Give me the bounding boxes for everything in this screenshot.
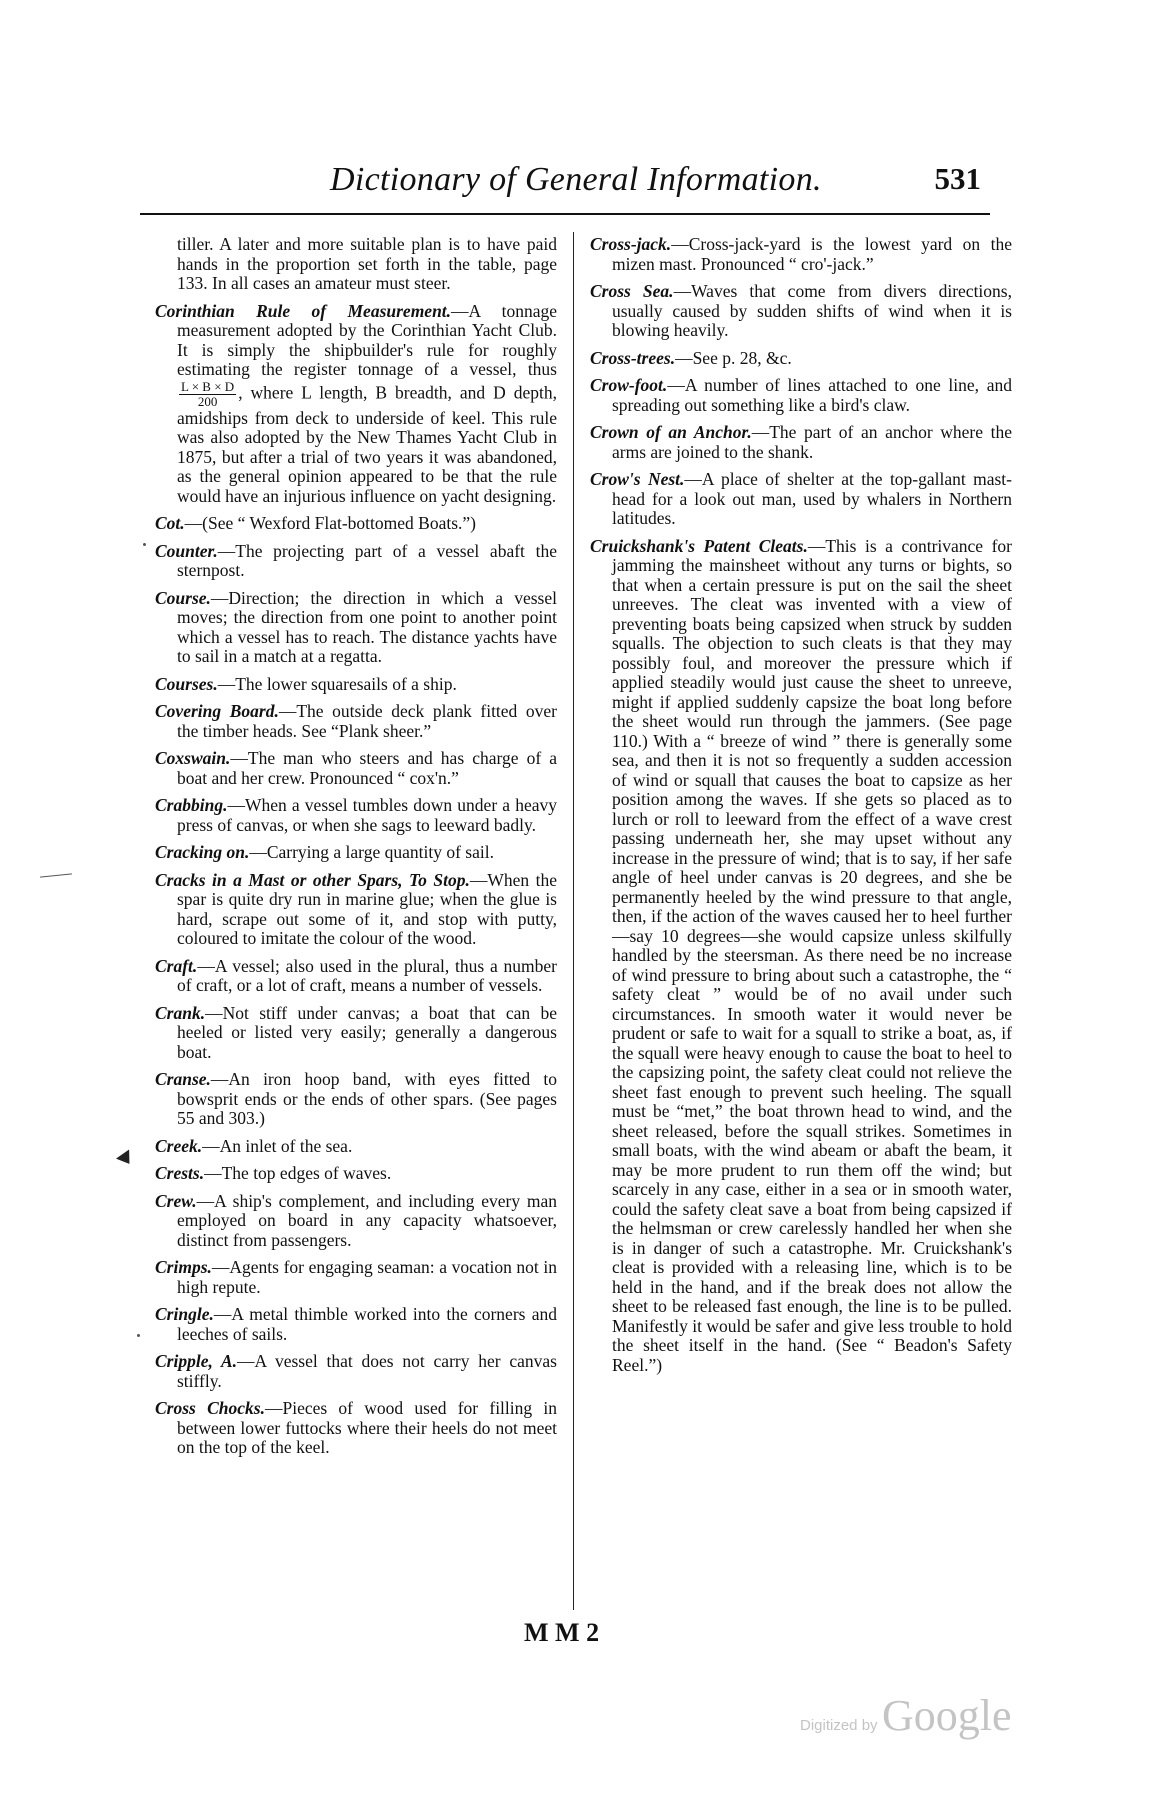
entry-cringle [155, 1305, 557, 1344]
entry-headword: Crown of an Anchor. [590, 422, 752, 442]
entry-headword: Creek. [155, 1135, 203, 1156]
entry-text: —A tonnage measurement adopted by the Corinthian Yacht Club. It is simply the shipbuilder's rule for roughly estimating the register tonnage of a vessel, thus [177, 300, 557, 379]
entry-cot [155, 514, 557, 534]
entry-headword: Coxswain. [155, 748, 231, 768]
entry-headword: Cross Chocks. [155, 1398, 265, 1418]
signature-mark: M M 2 [524, 1618, 600, 1647]
entry-cruickshank-cleats [590, 537, 1012, 1376]
entry-crabbing [155, 796, 557, 835]
tonnage-formula [179, 380, 236, 409]
entry-text: —An iron hoop band, with eyes fitted to bowsprit ends or the ends of other spars. (See pages 55 and 303.) [177, 1069, 557, 1128]
entry-headword: Craft. [155, 955, 198, 976]
page-header [330, 161, 987, 211]
entry-text: —Carrying a large quantity of sail. [249, 842, 494, 862]
entry-headword: Covering Board. [155, 701, 279, 721]
entry-text: —A metal thimble worked into the corners and leeches of sails. [177, 1304, 557, 1344]
entry-crimps [155, 1258, 557, 1297]
entry-headword: Cranse. [155, 1069, 211, 1089]
entry-text: —Direction; the direction in which a vessel moves; the direction from one point to another point which a vessel has to reach. The distance yachts have to sail in a match at a regatta. [177, 587, 557, 666]
entry-cranse [155, 1070, 557, 1129]
entry-crown-of-anchor [590, 423, 1012, 462]
watermark-google: Google [882, 1691, 1012, 1740]
entry-headword: Crow's Nest. [590, 469, 685, 489]
column-divider [573, 232, 574, 1610]
entry-crests [155, 1164, 557, 1184]
entry-cracking-on [155, 843, 557, 863]
header-rule [140, 213, 990, 215]
entry-text: —Pieces of wood used for filling in between lower futtocks where their heels do not meet on the top of the keel. [177, 1398, 557, 1457]
entry-text: —The top edges of waves. [204, 1163, 392, 1183]
entry-text: —Waves that come from divers directions, usually caused by sudden shifts of wind when it is blowing heavily. [612, 281, 1012, 340]
entry-cross-chocks [155, 1399, 557, 1458]
entry-coxswain [155, 749, 557, 788]
right-column [590, 235, 1012, 1383]
entry-headword: Counter. [155, 540, 218, 561]
entry-headword: Cruickshank's Patent Cleats. [590, 535, 808, 556]
entry-covering-board [155, 702, 557, 741]
entry-text: —The man who steers and has charge of a boat and her crew. Pronounced “ cox'n.” [177, 748, 557, 788]
entry-text: —A ship's complement, and including every man employed on board in any capacity whatsoever, distinct from passengers. [177, 1190, 557, 1250]
entry-text: —The lower squaresails of a ship. [217, 673, 457, 694]
entry-headword: Course. [155, 587, 211, 608]
margin-dot-mark [143, 543, 146, 546]
entry-headword: Crests. [155, 1163, 205, 1183]
entry-headword: Corinthian Rule of Measurement. [155, 300, 452, 321]
entry-text: —A place of shelter at the top-gallant mast-head for a look out man, used by whalers in Northern latitudes. [612, 469, 1012, 528]
entry-text: —Agents for engaging seaman: a vocation not in high repute. [177, 1257, 557, 1297]
running-title: Dictionary of General Information. [330, 161, 822, 198]
left-column [155, 235, 557, 1466]
entry-crow-foot [590, 376, 1012, 415]
entry-cracks-in-mast [155, 871, 557, 949]
entry-counter [155, 542, 557, 581]
formula-denominator: 200 [197, 393, 218, 409]
entry-text: —Cross-jack-yard is the lowest yard on the mizen mast. Pronounced “ cro'-jack.” [612, 234, 1012, 274]
entry-headword: Cot. [155, 513, 185, 533]
entry-text: —A number of lines attached to one line, and spreading out something like a bird's claw. [612, 375, 1012, 415]
entry-headword: Cripple, A. [155, 1351, 238, 1371]
entry-text: —When the spar is quite dry run in marine glue; when the glue is hard, scrape out some of it, and stop with putty, coloured to imitate the colour of the wood. [177, 869, 557, 948]
margin-dash-mark [40, 873, 72, 877]
continuation-text: tiller. A later and more suitable plan is to have paid hands in the proportion set forth in the table, page 133. In all cases an amateur must steer. [177, 234, 557, 293]
entry-headword: Cringle. [155, 1304, 214, 1324]
entry-headword: Courses. [155, 673, 218, 694]
entry-craft [155, 957, 557, 996]
entry-cripple [155, 1352, 557, 1391]
entry-course [155, 589, 557, 667]
formula-numerator: L × B × D [181, 378, 235, 394]
entry-headword: Crank. [155, 1002, 206, 1023]
entry-text: —When a vessel tumbles down under a heavy press of canvas, or when she sags to leeward badly. [177, 795, 557, 835]
entry-text: —(See “ Wexford Flat-bottomed Boats.”) [184, 513, 476, 533]
entry-courses [155, 675, 557, 695]
entry-text: —The part of an anchor where the arms are joined to the shank. [612, 422, 1012, 462]
entry-text: —A vessel that does not carry her canvas stiffly. [177, 1351, 557, 1391]
entry-headword: Crabbing. [155, 795, 228, 815]
entry-cross-jack [590, 235, 1012, 274]
entry-crank [155, 1004, 557, 1063]
entry-text: —Not stiff under canvas; a boat that can be heeled or listed very easily; generally a dangerous boat. [177, 1002, 557, 1062]
entry-headword: Cracks in a Mast or other Spars, To Stop. [155, 869, 470, 890]
entry-headword: Cross Sea. [590, 281, 674, 301]
entry-creek [155, 1137, 557, 1157]
watermark-digitized-by: Digitized by [800, 1717, 878, 1734]
google-watermark [800, 1690, 1012, 1741]
entry-headword: Cross-trees. [590, 347, 676, 368]
entry-headword: Crimps. [155, 1257, 212, 1277]
entry-headword: Crow-foot. [590, 375, 668, 395]
entry-headword: Cracking on. [155, 842, 250, 862]
entry-text: —A vessel; also used in the plural, thus a number of craft, or a lot of craft, means a number of vessels. [177, 955, 557, 995]
entry-corinthian [155, 302, 557, 507]
entry-text: —An inlet of the sea. [202, 1135, 353, 1156]
entry-text: —The outside deck plank fitted over the timber heads. See “Plank sheer.” [177, 701, 557, 741]
entry-headword: Crew. [155, 1190, 197, 1211]
entry-text: —This is a contrivance for jamming the mainsheet without any turns or bights, so that when a certain pressure is put on the sail the sheet unreeves. The cleat was invented with a view of preventing boats being capsized when struck by sudden squalls. The objection to such cleats is that they may possibly foul, and moreover the pressure which if applied steadily would just cause the sheet to unreeve, might if applied suddenly capsize the boat long before the sheet would run through the jammers. (See page 110.) With a “ breeze of wind ” there is generally some sea, and then it is not so frequently a sudden accession of wind or squall that causes the boat to capsize as her position among the waves. If she gets so placed as to lurch or roll to leeward from the effect of a wave crest passing underneath her, she may upset without any increase in the pressure of wind; that is to say, if her safe angle of heel under canvas is 20 degrees, and she be permanently heeled by the wind pressure to that angle, then, if the action of the waves caused her to heel further—say 10 degrees—she would capsize unless skilfully handled by the steersman. As there need be no increase of wind pressure to bring about such a catastrophe, the “ safety cleat ” would be of no avail under such circumstances. In smooth water it would never be prudent or safe to wait for a squall to strike a boat, as, if the squall were heavy enough to cause the boat to heel to the capsizing point, the safety cleat could not relieve the sheet fast enough to prevent such heeling. The squall must be “met,” the boat thrown head to wind, and the sheet released, before the squall strikes. Sometimes in small boats, with the wind abeam or abaft the beam, it may be more prudent to run them off the wind; but scarcely in any case, either in a sea or in smooth water, could the safety cleat save a boat from being capsized if the helmsman or crew carelessly handled her when she is in danger of such a catastrophe. Mr. Cruickshank's cleat is provided with a releasing line, which is to be held in the hand, and if the break does not allow the sheet to be released fast enough, the line is to be pulled. Manifestly it would be safer and give less trouble to hold the sheet itself in the hand. (See “ Beadon's Safety Reel.”) [612, 535, 1012, 1375]
entry-cross-trees [590, 349, 1012, 369]
margin-pointer-mark [116, 1149, 136, 1168]
entry-crew [155, 1192, 557, 1251]
entry-text: —The projecting part of a vessel abaft the sternpost. [177, 540, 557, 580]
entry-text: , where L length, B breadth, and D depth, amidships from deck to underside of keel. This rule was also adopted by the New Thames Yacht Club in 1875, but after a trial of two years it was abandoned, as the general opinion appeared to be that the rule would have an injurious influence on yacht designing. [177, 382, 557, 506]
entry-headword: Cross-jack. [590, 234, 672, 254]
page-number: 531 [934, 161, 981, 196]
entry-cross-sea [590, 282, 1012, 341]
entry-text: —See p. 28, &c. [675, 347, 792, 368]
margin-dot-mark [137, 1334, 140, 1337]
entry-crows-nest [590, 470, 1012, 529]
